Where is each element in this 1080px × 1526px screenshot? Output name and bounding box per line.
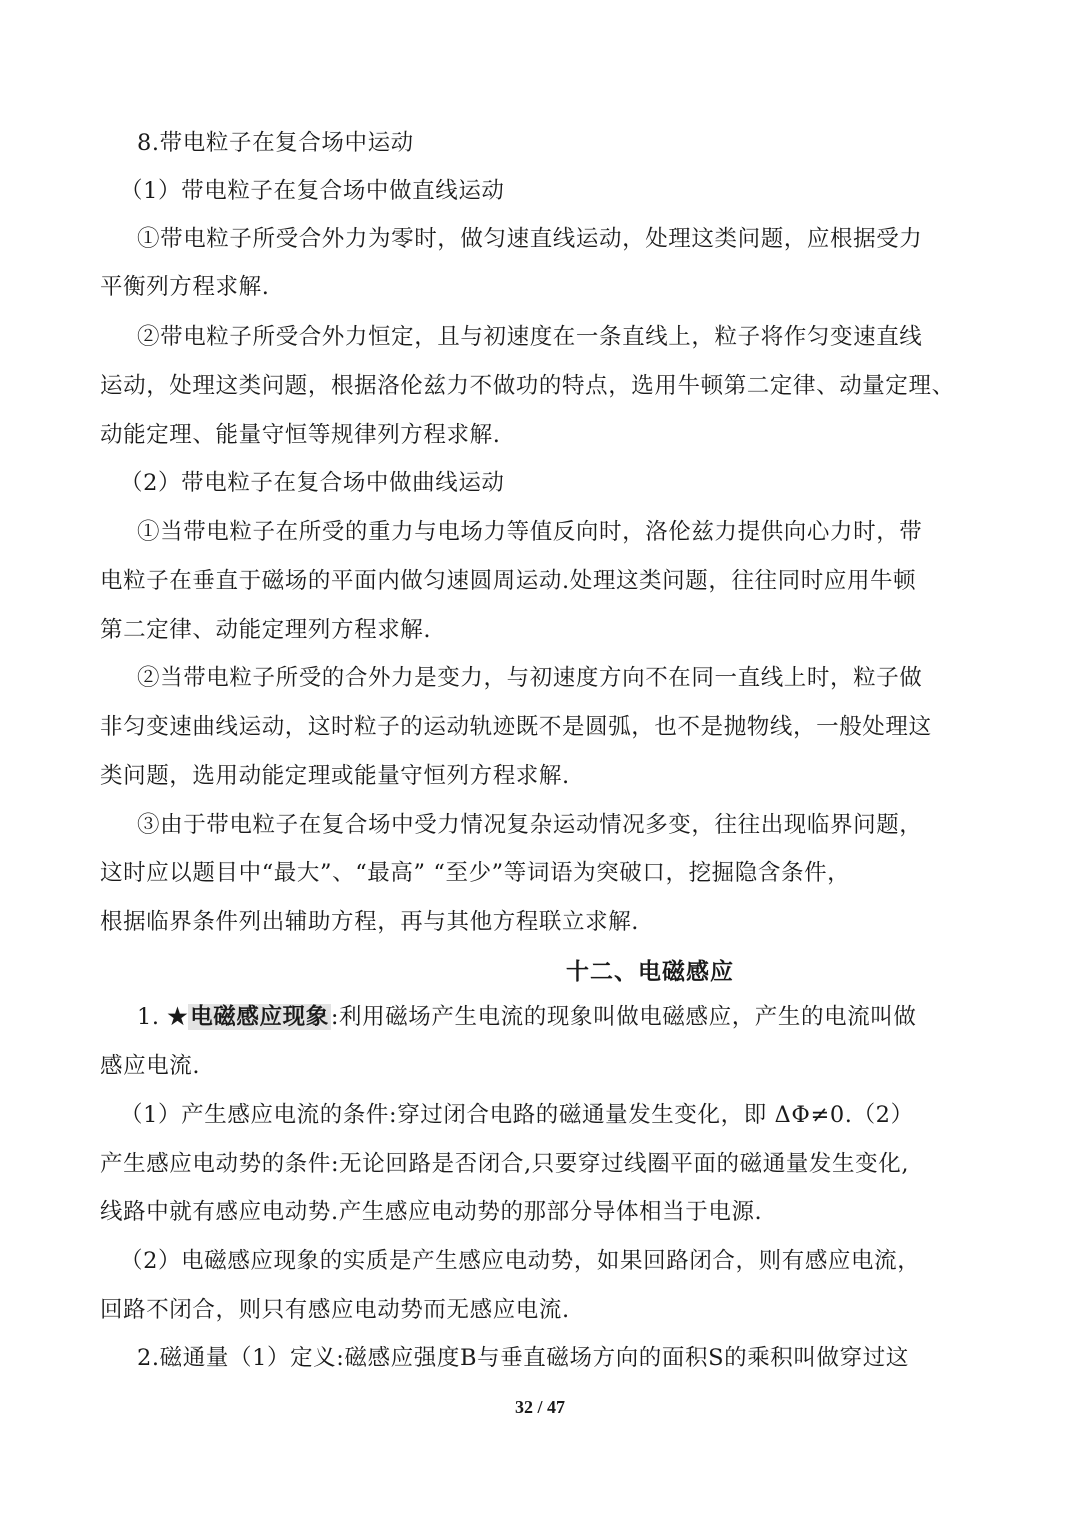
text-line: 2.磁通量（1）定义:磁感应强度B与垂直磁场方向的面积S的乘积叫做穿过这 <box>137 1345 909 1371</box>
section-heading: 十二、电磁感应 <box>566 958 734 985</box>
page-number: 32 <box>514 1397 533 1417</box>
text-line: 根据临界条件列出辅助方程，再与其他方程联立求解. <box>100 909 640 935</box>
text-line: ①带电粒子所受合外力为零时，做匀速直线运动，处理这类问题，应根据受力 <box>137 226 923 252</box>
item-1-text: :利用磁场产生电流的现象叫做电磁感应，产生的电流叫做 <box>330 1004 917 1030</box>
text-line: ②当带电粒子所受的合外力是变力，与初速度方向不在同一直线上时，粒子做 <box>137 665 923 691</box>
text-line: 8.带电粒子在复合场中运动 <box>137 130 414 156</box>
item-1-paragraph <box>137 1002 985 1032</box>
text-line: 这时应以题目中“最大”、“最高” “至少”等词语为突破口，挖掘隐含条件， <box>100 860 851 886</box>
text-line: 线路中就有感应电动势.产生感应电动势的那部分导体相当于电源. <box>100 1199 763 1225</box>
page-total: 47 <box>547 1397 565 1417</box>
text-line: ③由于带电粒子在复合场中受力情况复杂运动情况多变，往往出现临界问题， <box>137 812 923 838</box>
page-separator: / <box>532 1397 547 1417</box>
highlighted-term: 电磁感应现象 <box>190 1004 329 1030</box>
star-icon: ★ <box>167 1004 189 1030</box>
text-line: 回路不闭合，则只有感应电动势而无感应电流. <box>100 1297 570 1323</box>
text-line: 非匀变速曲线运动，这时粒子的运动轨迹既不是圆弧，也不是抛物线，一般处理这 <box>100 714 932 740</box>
text-line: （1）产生感应电流的条件:穿过闭合电路的磁通量发生变化，即 ΔΦ≠0.（2） <box>120 1102 914 1128</box>
text-line: 运动，处理这类问题，根据洛伦兹力不做功的特点，选用牛顿第二定律、动量定理、 <box>100 373 955 399</box>
text-line: 产生感应电动势的条件:无论回路是否闭合,只要穿过线圈平面的磁通量发生变化, <box>100 1151 910 1177</box>
text-line: 动能定理、能量守恒等规律列方程求解. <box>100 422 501 448</box>
text-line: ①当带电粒子在所受的重力与电场力等值反向时，洛伦兹力提供向心力时，带 <box>137 519 923 545</box>
item-number: 1. <box>137 1004 168 1030</box>
text-line: ②带电粒子所受合外力恒定，且与初速度在一条直线上，粒子将作匀变速直线 <box>137 324 923 350</box>
text-line: 类问题，选用动能定理或能量守恒列方程求解. <box>100 763 570 789</box>
text-line: 平衡列方程求解. <box>100 274 270 300</box>
text-line: （2）带电粒子在复合场中做曲线运动 <box>120 470 505 496</box>
text-line: （1）带电粒子在复合场中做直线运动 <box>120 178 505 204</box>
text-line: （2）电磁感应现象的实质是产生感应电动势，如果回路闭合，则有感应电流， <box>120 1248 921 1274</box>
page-footer <box>0 1397 1080 1418</box>
text-line: 电粒子在垂直于磁场的平面内做匀速圆周运动.处理这类问题，往往同时应用牛顿 <box>100 568 917 594</box>
text-line: 第二定律、动能定理列方程求解. <box>100 617 432 643</box>
text-line: 感应电流. <box>100 1053 201 1079</box>
